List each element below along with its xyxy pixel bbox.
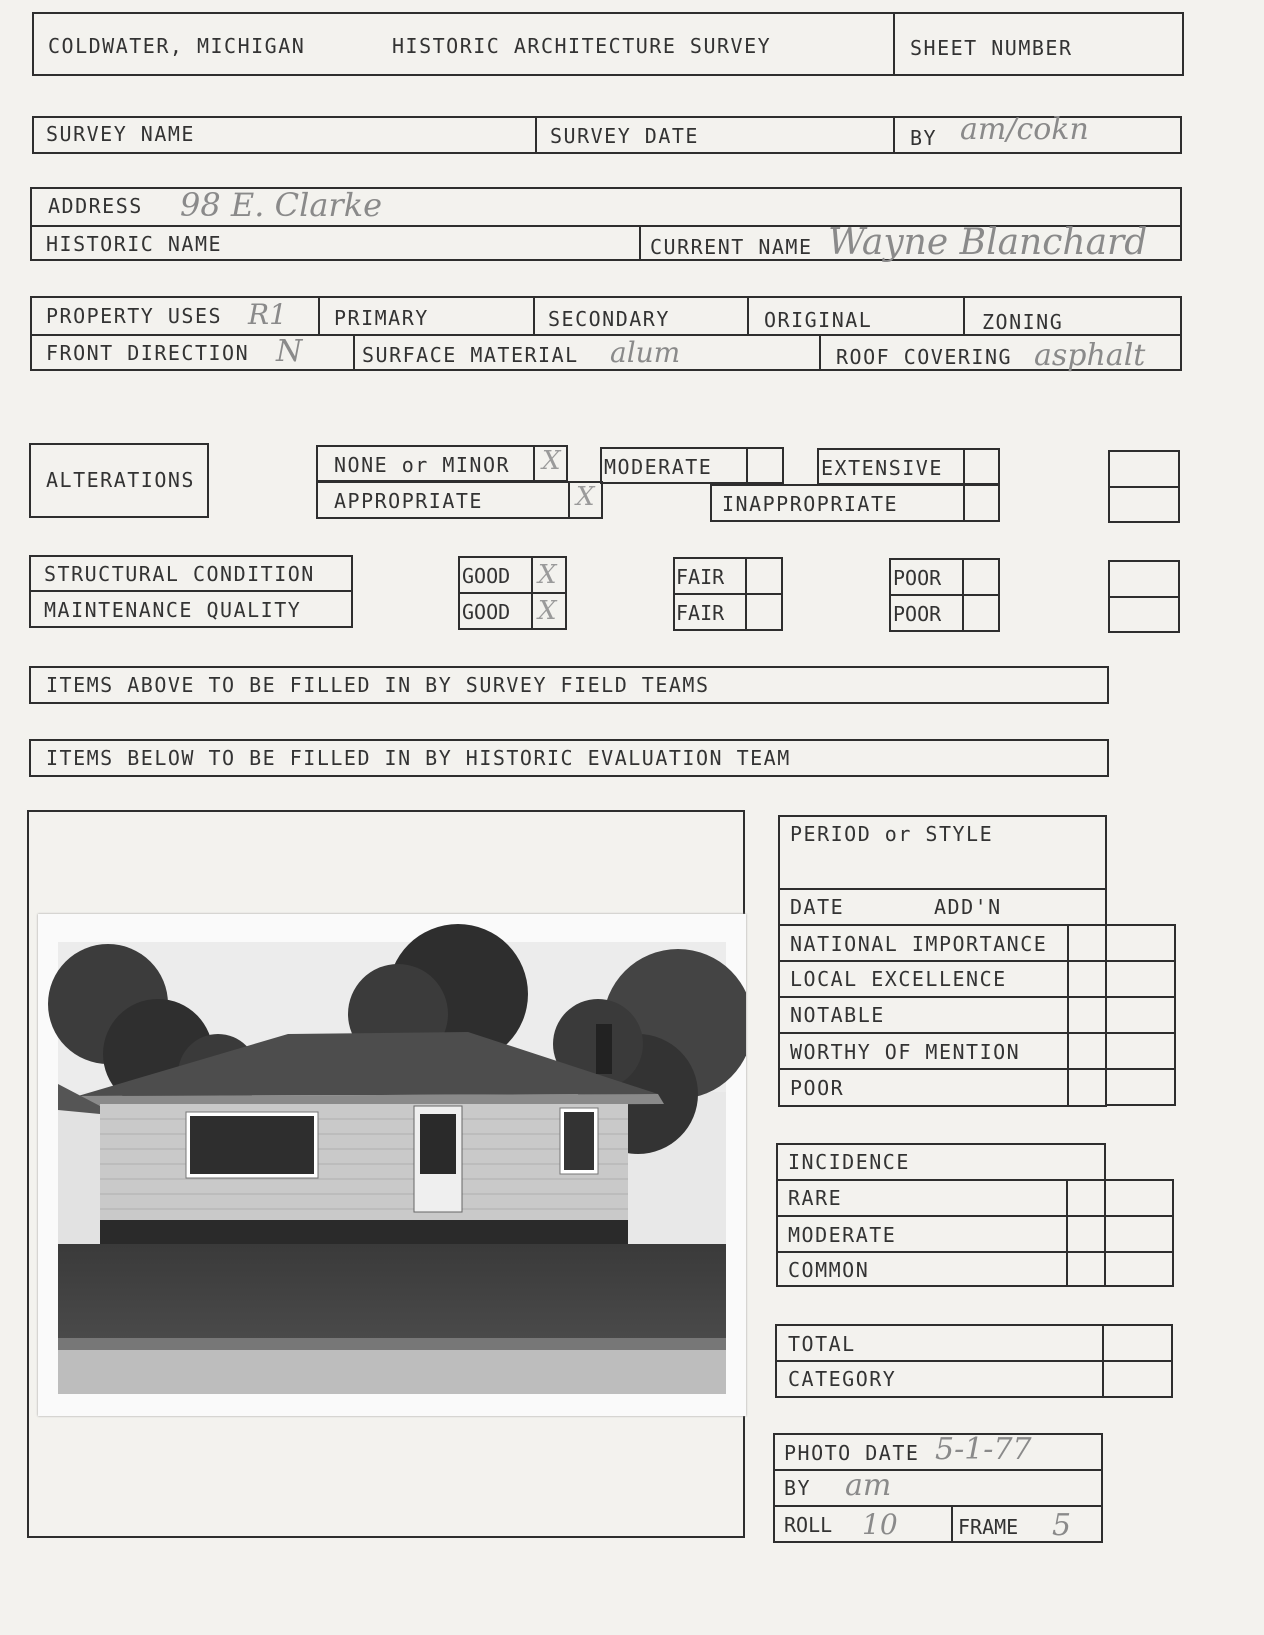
eval-vline-1	[1067, 924, 1069, 1106]
fair-structural-label: FAIR	[676, 565, 725, 589]
photo-by-label: BY	[784, 1476, 812, 1500]
fair-div	[745, 557, 747, 631]
photo-info-hline-1	[775, 1469, 1101, 1471]
none-minor-check-div	[533, 445, 535, 482]
condition-label-hline	[31, 590, 351, 592]
photo-date-label: PHOTO DATE	[784, 1441, 920, 1465]
good-maintenance-label: GOOD	[462, 600, 511, 624]
header-divider	[893, 14, 895, 76]
maintenance-good-mark: X	[538, 596, 557, 626]
original-label: ORIGINAL	[764, 308, 873, 332]
front-direction-value: N	[276, 334, 303, 369]
property-hline	[32, 334, 1180, 336]
eval-hline-5	[780, 1032, 1175, 1034]
fair-hline	[675, 593, 781, 595]
prop-div-1	[318, 298, 320, 334]
primary-label: PRIMARY	[334, 306, 429, 330]
moderate-check-div	[746, 447, 748, 484]
house-photo	[38, 914, 746, 1416]
prop-div-3	[747, 298, 749, 334]
inc-hline-2	[778, 1215, 1174, 1217]
property-uses-value: R1	[248, 298, 287, 331]
extensive-label: EXTENSIVE	[821, 456, 943, 480]
property-uses-label: PROPERTY USES	[46, 304, 223, 328]
appropriate-label: APPROPRIATE	[334, 489, 483, 513]
incidence-moderate-label: MODERATE	[788, 1223, 897, 1247]
survey-name-label: SURVEY NAME	[46, 122, 195, 146]
incidence-label: INCIDENCE	[788, 1150, 910, 1174]
local-excellence-label: LOCAL EXCELLENCE	[790, 967, 1007, 991]
surface-material-label: SURFACE MATERIAL	[362, 343, 579, 367]
address-label: ADDRESS	[48, 194, 143, 218]
items-below-note: ITEMS BELOW TO BE FILLED IN BY HISTORIC EVALUATION TEAM	[46, 746, 791, 770]
maintenance-quality-label: MAINTENANCE QUALITY	[44, 598, 302, 622]
category-label: CATEGORY	[788, 1367, 897, 1391]
front-direction-label: FRONT DIRECTION	[46, 341, 250, 365]
eval-hline-7	[1105, 1104, 1175, 1106]
good-div	[531, 556, 533, 630]
common-label: COMMON	[788, 1258, 870, 1282]
zoning-label: ZONING	[982, 310, 1064, 334]
prop-div-5	[353, 334, 355, 371]
secondary-label: SECONDARY	[548, 307, 670, 331]
alterations-score-hline	[1110, 486, 1178, 488]
national-importance-label: NATIONAL IMPORTANCE	[790, 932, 1048, 956]
inc-hline-1	[778, 1179, 1174, 1181]
prop-div-6	[819, 334, 821, 371]
poor-hline	[891, 594, 998, 596]
frame-value: 5	[1052, 1508, 1072, 1543]
worthy-of-mention-label: WORTHY OF MENTION	[790, 1040, 1021, 1064]
total-vline	[1102, 1326, 1104, 1398]
address-value: 98 E. Clarke	[180, 186, 383, 224]
survey-by-label: BY	[910, 126, 938, 150]
total-hline	[777, 1360, 1171, 1362]
roof-covering-label: ROOF COVERING	[836, 345, 1013, 369]
roll-label: ROLL	[784, 1513, 833, 1537]
inc-vline-2	[1172, 1179, 1174, 1287]
eval-vline-2	[1174, 924, 1176, 1106]
items-above-note: ITEMS ABOVE TO BE FILLED IN BY SURVEY FIELD TEAMS	[46, 673, 710, 697]
period-style-label: PERIOD or STYLE	[790, 822, 994, 846]
structural-good-mark: X	[538, 560, 557, 590]
address-divider	[639, 225, 641, 261]
inc-hline-3	[778, 1251, 1174, 1253]
surface-material-value: alum	[610, 336, 681, 369]
photo-mount	[38, 914, 746, 1416]
moderate-label: MODERATE	[604, 455, 713, 479]
inc-vline-1	[1066, 1179, 1068, 1287]
addn-label: ADD'N	[934, 895, 1002, 919]
inc-hline-4	[1104, 1285, 1174, 1287]
prop-div-2	[533, 298, 535, 334]
city-label: COLDWATER, MICHIGAN	[48, 34, 306, 58]
alterations-label: ALTERATIONS	[46, 468, 195, 492]
historic-name-label: HISTORIC NAME	[46, 232, 223, 256]
poor-structural-label: POOR	[893, 566, 942, 590]
roll-value: 10	[862, 1508, 898, 1541]
survey-date-label: SURVEY DATE	[550, 124, 699, 148]
survey-by-value: am/cokn	[960, 112, 1089, 147]
form-title: HISTORIC ARCHITECTURE SURVEY	[392, 34, 772, 58]
good-structural-label: GOOD	[462, 564, 511, 588]
eval-hline-3	[780, 960, 1175, 962]
inappropriate-label: INAPPROPRIATE	[722, 492, 899, 516]
fair-maintenance-label: FAIR	[676, 601, 725, 625]
eval-poor-label: POOR	[790, 1076, 845, 1100]
none-minor-label: NONE or MINOR	[334, 453, 511, 477]
current-name-value: Wayne Blanchard	[828, 222, 1148, 263]
photo-info-vline	[951, 1505, 953, 1543]
notable-label: NOTABLE	[790, 1003, 885, 1027]
eval-hline-4	[780, 996, 1175, 998]
eval-hline-2	[780, 924, 1175, 926]
date-label: DATE	[790, 895, 845, 919]
extensive-check-div	[963, 448, 965, 485]
survey-divider-2	[893, 118, 895, 154]
none-minor-mark: X	[542, 446, 561, 476]
photo-by-value: am	[845, 1468, 892, 1503]
sheet-number-label: SHEET NUMBER	[910, 36, 1073, 60]
poor-maintenance-label: POOR	[893, 602, 942, 626]
prop-div-4	[963, 298, 965, 334]
inappropriate-check-div	[963, 484, 965, 522]
current-name-label: CURRENT NAME	[650, 235, 813, 259]
photo-info-hline-2	[775, 1505, 1101, 1507]
appropriate-mark: X	[576, 482, 595, 512]
survey-divider-1	[535, 118, 537, 154]
poor-div	[962, 558, 964, 632]
rare-label: RARE	[788, 1186, 843, 1210]
frame-label: FRAME	[958, 1515, 1019, 1539]
condition-score-hline	[1110, 596, 1178, 598]
good-hline	[460, 592, 565, 594]
structural-condition-label: STRUCTURAL CONDITION	[44, 562, 315, 586]
total-label: TOTAL	[788, 1332, 856, 1356]
photo-date-value: 5-1-77	[935, 1432, 1032, 1467]
eval-hline-6	[780, 1068, 1175, 1070]
roof-covering-value: asphalt	[1034, 338, 1146, 373]
appropriate-check-div	[568, 481, 570, 519]
eval-hline-1	[780, 888, 1105, 890]
